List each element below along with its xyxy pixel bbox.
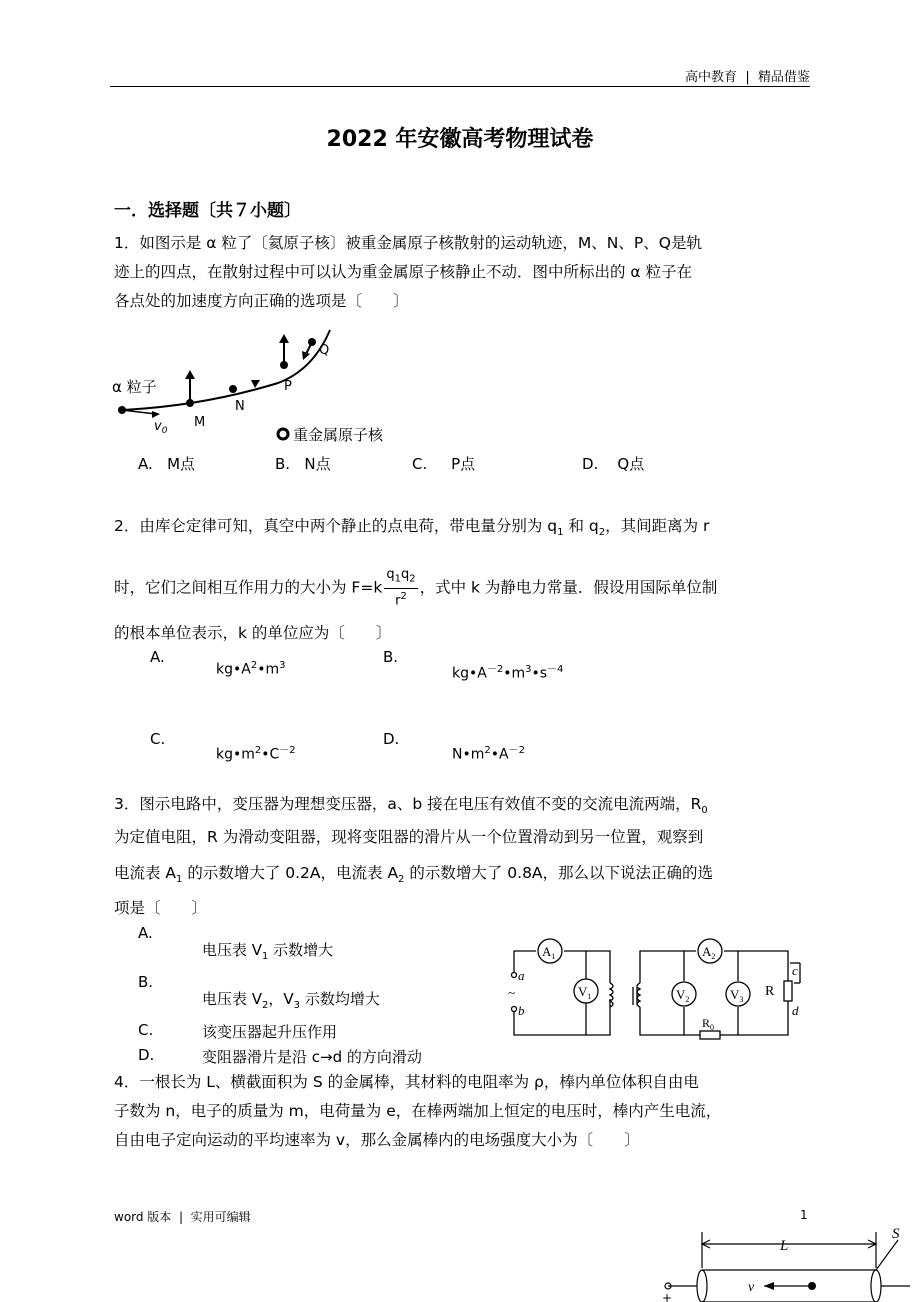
label-n: N xyxy=(235,399,245,414)
q3-option-c-text[interactable]: 该变压器起升压作用 xyxy=(202,1023,338,1041)
slider-c-label: c xyxy=(792,963,798,978)
q3-option-a-text[interactable]: 电压表 $V_1$ 示数增大 xyxy=(202,941,334,962)
q4-rod-figure xyxy=(660,1228,920,1302)
v2-meter-label: $V_2$ xyxy=(676,987,690,1004)
a1-meter-label: $A_1$ xyxy=(542,944,556,961)
q3-option-a-label[interactable]: A. xyxy=(138,924,153,942)
electron-dot xyxy=(808,1282,816,1290)
q2-option-c-label[interactable]: C. xyxy=(150,730,166,748)
q1-option-a[interactable]: A. M点 xyxy=(138,455,196,473)
q1-line3: 各点处的加速度方向正确的选项是〔 〕 xyxy=(114,292,409,310)
q1-figure xyxy=(108,318,428,450)
header-left: 高中教育 xyxy=(685,70,738,85)
q1-text xyxy=(114,229,702,316)
n-arrowhead xyxy=(251,380,260,388)
area-label: S xyxy=(892,1228,900,1242)
q4-line2: 子数为 n，电子的质量为 m，电荷量为 e，在棒两端加上恒定的电压时，棒内产生电流， xyxy=(114,1102,722,1120)
q3-option-b-text[interactable]: 电压表 $V_2$，$V_3$ 示数均增大 xyxy=(202,990,380,1011)
q4-text xyxy=(114,1068,721,1155)
q2-option-a-formula[interactable]: $kg•A^2•m^3$ xyxy=(216,660,286,678)
q4-line1: 4．一根长为 L、横截面积为 S 的金属棒，其材料的电阻率为 ρ，棒内单位体积自由电 xyxy=(114,1073,699,1091)
terminal-a-label: a xyxy=(518,968,525,983)
q2-option-d-label[interactable]: D. xyxy=(383,730,400,748)
q1-line2: 迹上的四点，在散射过程中可以认为重金属原子核静止不动．图中所标出的 α 粒子在 xyxy=(114,263,693,281)
q1-option-d[interactable]: D. Q点 xyxy=(582,455,645,473)
section-heading: 一．选择题〔共７小题〕 xyxy=(114,201,301,221)
q2-option-b-label[interactable]: B. xyxy=(383,648,399,666)
m-arrowhead xyxy=(185,370,195,379)
page-number: 1 xyxy=(800,1208,808,1222)
v3-meter-label: $V_3$ xyxy=(730,987,744,1004)
label-p: P xyxy=(284,379,292,394)
slider-d-label: d xyxy=(792,1003,799,1018)
coulomb-fraction: $\frac{q_1q_2}{r^2}$ xyxy=(386,567,416,608)
alpha-label: α 粒子 xyxy=(112,378,157,396)
plus-terminal-label: + xyxy=(662,1291,673,1302)
q3-line1: 3．图示电路中，变压器为理想变压器，a、b 接在电压有效值不变的交流电流两端，$R_0$ xyxy=(114,795,708,817)
q1-line1: 1．如图示是 α 粒了〔氦原子核〕被重金属原子核散射的运动轨迹，M、N、P、Q是轨 xyxy=(114,234,702,252)
q2-line3: 的根本单位表示，k 的单位应为〔 〕 xyxy=(114,624,392,642)
q2-option-d-formula[interactable]: $N•m^2•A^{-2}$ xyxy=(452,745,525,763)
header-right: 精品借鉴 xyxy=(757,70,810,85)
q3-circuit-figure xyxy=(500,935,820,1047)
v0-arrow xyxy=(122,410,156,414)
v1-meter-label: $V_1$ xyxy=(578,984,592,1001)
q2-line1: 2．由库仑定律可知，真空中两个静止的点电荷，带电量分别为 $q_1$ 和 $q_2$，其间距离为 r xyxy=(114,517,710,539)
terminal-b-label: b xyxy=(518,1003,525,1018)
p-arrowhead xyxy=(279,334,289,343)
page-footer: word 版本 | 实用可编辑 xyxy=(114,1210,251,1224)
q3-option-b-label[interactable]: B. xyxy=(138,973,154,991)
header-separator: | xyxy=(745,70,750,85)
q2-option-b-formula[interactable]: $kg•A^{-2}•m^3•s^{-4}$ xyxy=(452,664,564,682)
q2-option-a-label[interactable]: A. xyxy=(150,648,165,666)
q3-option-c-label[interactable]: C. xyxy=(138,1021,154,1039)
q3-line3: 电流表 $A_1$ 的示数增大了 0.2A，电流表 $A_2$ 的示数增大了 0.8A，那么以下说法正确的选 xyxy=(114,864,714,886)
header-rule xyxy=(110,86,810,87)
point-n xyxy=(229,385,237,393)
velocity-label: v xyxy=(748,1280,755,1295)
q3-line4: 项是〔 〕 xyxy=(114,899,208,917)
a2-meter-label: $A_2$ xyxy=(702,944,716,961)
q3-line2: 为定值电阻，R 为滑动变阻器，现将变阻器的滑片从一个位置滑动到另一位置，观察到 xyxy=(114,828,704,846)
q3-option-d-label[interactable]: D. xyxy=(138,1046,155,1064)
v0-label: $v_0$ xyxy=(154,419,168,436)
ac-source-symbol: ~ xyxy=(508,985,516,1000)
q4-line3: 自由电子定向运动的平均速率为 v，那么金属棒内的电场强度大小为〔 〕 xyxy=(114,1131,640,1149)
q1-option-c[interactable]: C. P点 xyxy=(412,455,476,473)
alpha-trajectory xyxy=(122,330,330,410)
nucleus-label: 重金属原子核 xyxy=(293,426,384,444)
nucleus-marker xyxy=(278,429,288,439)
v-arrowhead xyxy=(764,1282,774,1290)
label-q: Q xyxy=(319,343,330,358)
v0-arrowhead xyxy=(152,411,160,418)
r0-label: $R_0$ xyxy=(702,1016,715,1032)
q2-line2: 时，它们之间相互作用力的大小为 F=k $\frac{q_1q_2}{r^2}$ ，式中 k 为静电力常量．假设用国际单位制 xyxy=(114,567,718,608)
q2-option-c-formula[interactable]: $kg•m^2•C^{-2}$ xyxy=(216,745,296,763)
page-header xyxy=(685,66,810,85)
page-title: 2022 年安徽高考物理试卷 xyxy=(326,127,594,152)
rheostat-label: R xyxy=(765,984,775,999)
q1-option-b[interactable]: B. N点 xyxy=(275,455,331,473)
q3-option-d-text[interactable]: 变阻器滑片是沿 c→d 的方向滑动 xyxy=(202,1048,422,1066)
label-m: M xyxy=(194,415,206,430)
length-label: L xyxy=(780,1238,789,1254)
